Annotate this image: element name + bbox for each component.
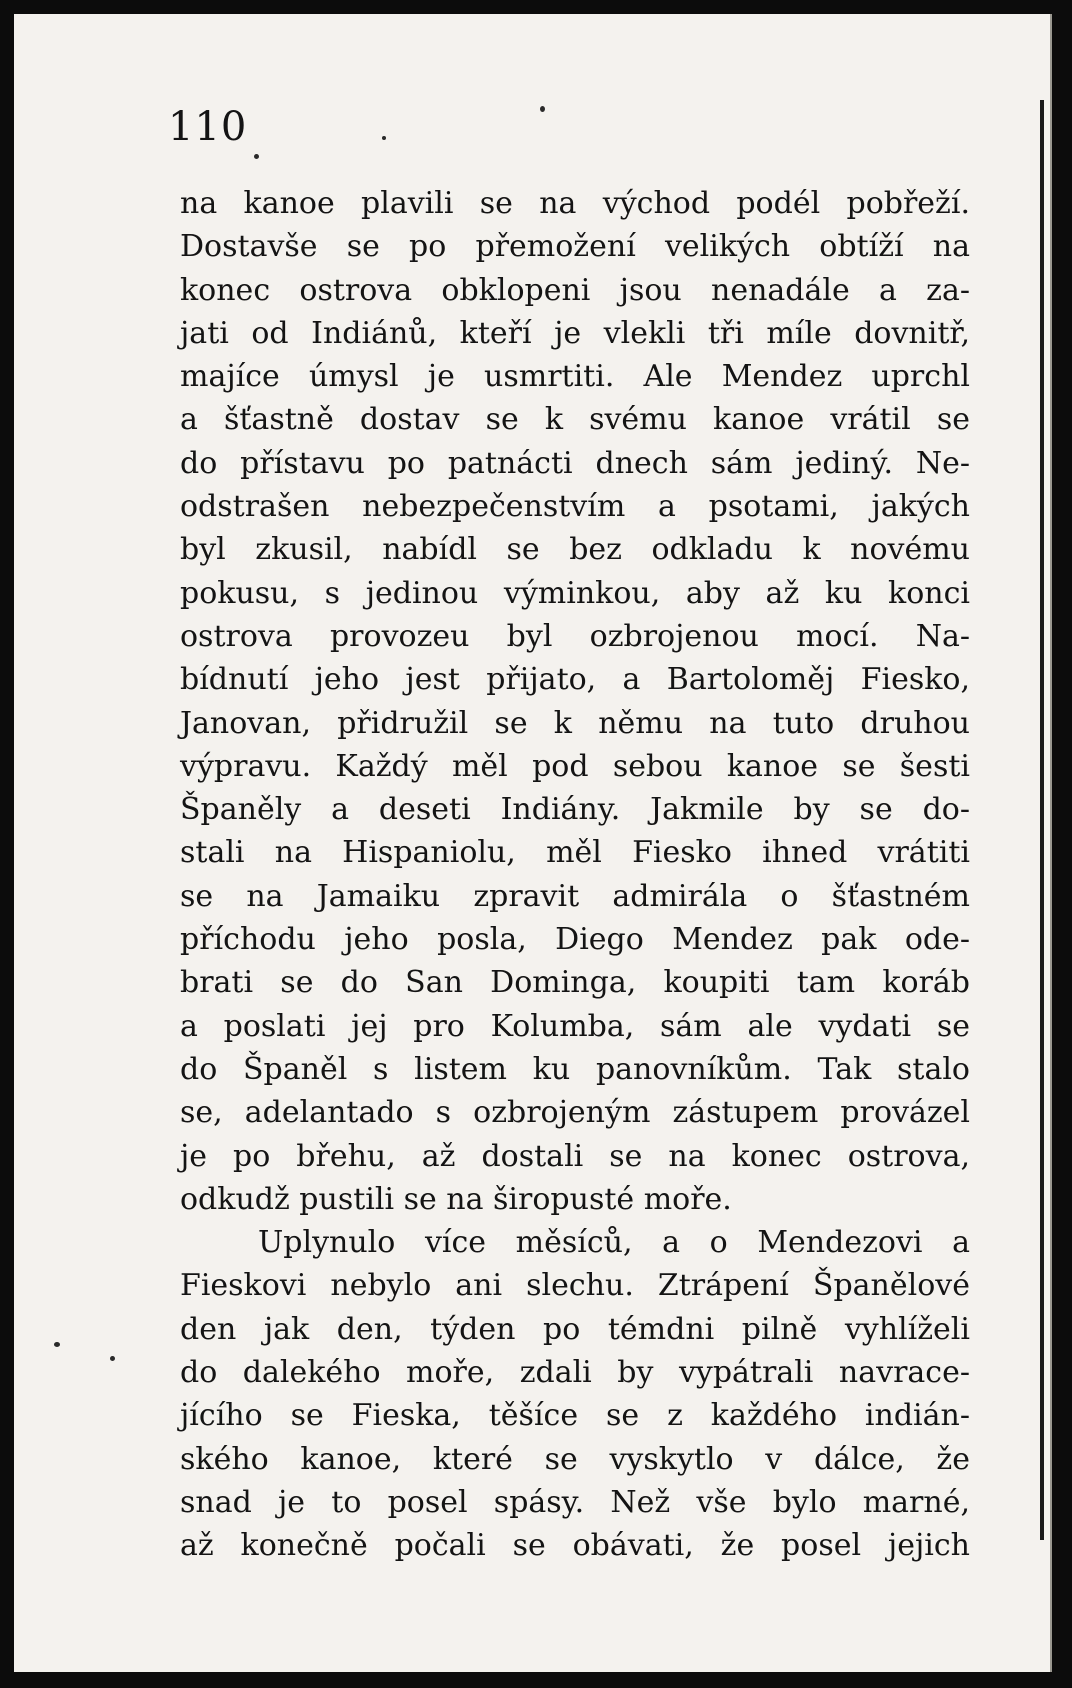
text-line: byl zkusil, nabídl se bez odkladu k novému [180, 532, 970, 568]
text-line: stali na Hispaniolu, měl Fiesko ihned vrátiti [180, 835, 970, 871]
text-line: na kanoe plavili se na východ podél pobřeží. [180, 186, 970, 221]
text-line: Dostavše se po přemožení velikých obtíží na [180, 229, 970, 265]
text-line: se, adelantado s ozbrojeným zástupem provázel [180, 1095, 970, 1131]
text-line: ského kanoe, které se vyskytlo v dálce, že [180, 1441, 970, 1477]
body-text [180, 182, 970, 1568]
text-line: odkudž pustili se na širopusté moře. [180, 1181, 732, 1217]
text-line: příchodu jeho posla, Diego Mendez pak ode- [180, 922, 970, 958]
text-line: snad je to posel spásy. Než vše bylo marné, [180, 1484, 970, 1520]
text-line: výpravu. Každý měl pod sebou kanoe se šesti [180, 748, 970, 784]
print-speck [540, 106, 545, 112]
text-line: bídnutí jeho jest přijato, a Bartoloměj Fiesko, [180, 662, 970, 698]
text-line: pokusu, s jedinou výminkou, aby až ku konci [180, 575, 970, 611]
text-line: Španěly a deseti Indiány. Jakmile by se do- [180, 792, 970, 828]
text-line: ostrova provozeu byl ozbrojenou mocí. Na- [180, 618, 970, 654]
text-line: se na Jamaiku zpravit admirála o šťastném [180, 878, 970, 914]
page-edge-shadow [1040, 100, 1044, 1540]
print-speck [110, 1356, 115, 1361]
text-line: konec ostrova obklopeni jsou nenadále a za- [180, 272, 970, 308]
text-line: jati od Indiánů, kteří je vlekli tři míle dovnitř, [180, 315, 970, 351]
text-line: je po břehu, až dostali se na konec ostrova, [180, 1138, 970, 1174]
text-line: odstrašen nebezpečenstvím a psotami, jakých [180, 489, 970, 525]
text-line: do Španěl s listem ku panovníkům. Tak stalo [180, 1051, 970, 1087]
text-line: Uplynulo více měsíců, a o Mendezovi a [258, 1225, 970, 1261]
text-line: jícího se Fieska, těšíce se z každého indián- [180, 1398, 970, 1434]
text-line: Janovan, přidružil se k němu na tuto druhou [180, 705, 970, 741]
print-speck [54, 1342, 60, 1347]
text-line: a šťastně dostav se k svému kanoe vrátil se [180, 402, 970, 438]
text-line: Fieskovi nebylo ani slechu. Ztrápení Španělové [180, 1268, 970, 1304]
text-line: až konečně počali se obávati, že posel jejich [180, 1528, 970, 1564]
text-line: a poslati jej pro Kolumba, sám ale vydati se [180, 1008, 970, 1044]
text-line: do dalekého moře, zdali by vypátrali navrace- [180, 1355, 970, 1391]
text-line: majíce úmysl je usmrtiti. Ale Mendez uprchl [180, 359, 970, 395]
text-line: do přístavu po patnácti dnech sám jediný. Ne- [180, 445, 970, 481]
print-speck [254, 154, 259, 159]
text-line: brati se do San Dominga, koupiti tam koráb [180, 965, 970, 1001]
text-line: den jak den, týden po témdni pilně vyhlíželi [180, 1311, 970, 1347]
page-number: 110 [168, 104, 248, 150]
print-speck [382, 136, 386, 140]
